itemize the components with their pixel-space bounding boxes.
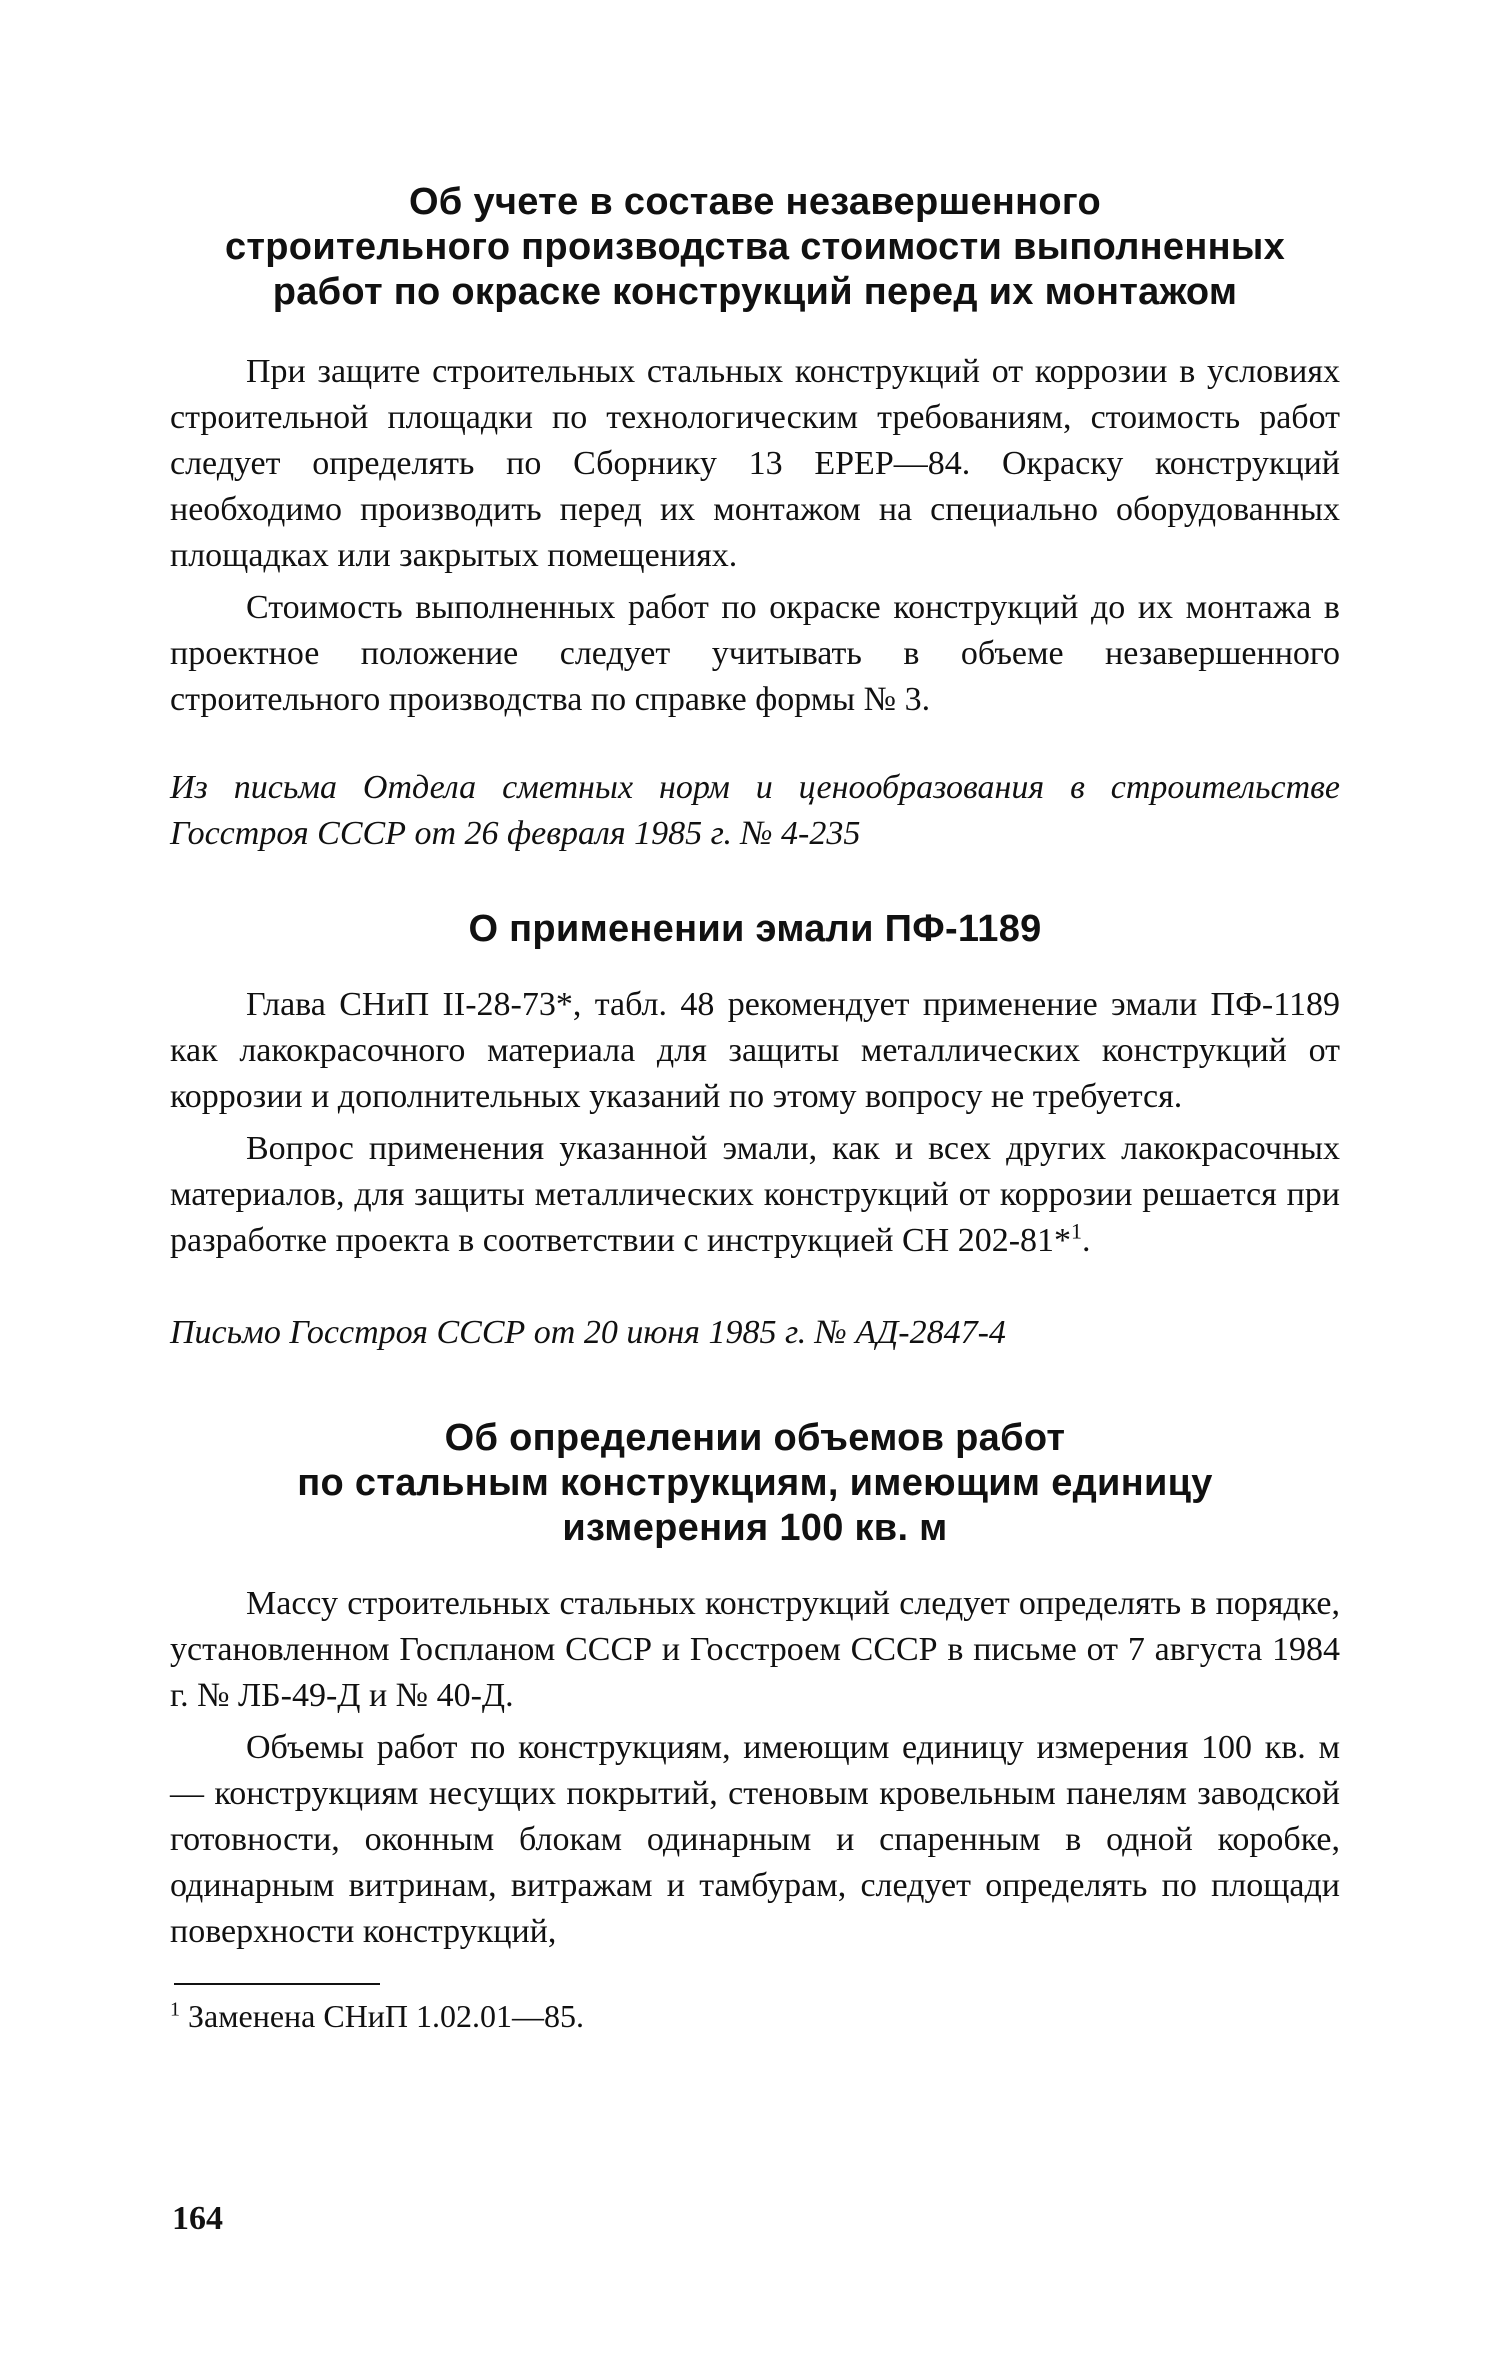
paragraph: Глава СНиП II-28-73*, табл. 48 рекомендует применение эмали ПФ-1189 как лакокрасочного материала для защиты металлических конструкций от коррозии и дополнительных указаний по этому вопросу не требуется. xyxy=(170,986,1340,1115)
section-1-body xyxy=(170,349,1340,723)
paragraph: При защите строительных стальных конструкций от коррозии в условиях строительной площадки по технологическим требованиям, стоимость работ следует определять по Сборнику 13 ЕРЕР—84. Окраску конструкций необходимо производить перед их монтажом на специально оборудованных площадках или закрытых помещениях. xyxy=(170,353,1340,574)
section-2-title xyxy=(210,907,1300,952)
paragraph: Стоимость выполненных работ по окраске конструкций до их монтажа в проектное положение следует учитывать в объеме незавершенного строительного производства по справке формы № 3. xyxy=(170,589,1340,718)
section-2-source: Письмо Госстроя СССР от 20 июня 1985 г. № АД-2847-4 xyxy=(170,1314,1006,1351)
footnote-text: Заменена СНиП 1.02.01—85. xyxy=(188,1998,585,2034)
paragraph-end: . xyxy=(1082,1222,1091,1259)
title-line: измерения 100 кв. м xyxy=(562,1507,948,1549)
footnote xyxy=(170,1995,1340,2037)
paragraph-text: Вопрос применения указанной эмали, как и всех других лакокрасочных материалов, для защиты металлических конструкций от коррозии решается при разработке проекта в соответствии с инструкцией СН 202-81* xyxy=(170,1130,1340,1259)
title-line: строительного производства стоимости выполненных xyxy=(224,226,1286,268)
footnote-marker: 1 xyxy=(170,1998,180,2021)
section-3-title xyxy=(210,1416,1300,1551)
section-2-body xyxy=(170,982,1340,1264)
section-3-body xyxy=(170,1581,1340,1955)
page-number: 164 xyxy=(172,2200,223,2237)
footnote-divider xyxy=(174,1983,380,1985)
paragraph xyxy=(170,1126,1340,1264)
section-1-source: Из письма Отдела сметных норм и ценообразования в строительстве Госстроя СССР от 26 февраля 1985 г. № 4-235 xyxy=(170,769,1340,852)
title-line: работ по окраске конструкций перед их монтажом xyxy=(272,271,1238,313)
title-line: О применении эмали ПФ-1189 xyxy=(468,908,1042,950)
title-line: по стальным конструкциям, имеющим единицу xyxy=(297,1462,1213,1504)
document-page xyxy=(170,180,1340,2037)
section-1-title xyxy=(210,180,1300,315)
title-line: Об учете в составе незавершенного xyxy=(408,181,1102,223)
paragraph: Объемы работ по конструкциям, имеющим единицу измерения 100 кв. м — конструкциям несущих покрытий, стеновым кровельным панелям заводской готовности, оконным блокам одинарным и спаренным в одной коробке, одинарным витринам, витражам и тамбурам, следует определять по площади поверхности конструкций, xyxy=(170,1729,1340,1950)
title-line: Об определении объемов работ xyxy=(444,1417,1066,1459)
paragraph: Массу строительных стальных конструкций следует определять в порядке, установленном Госпланом СССР и Госстроем СССР в письме от 7 августа 1984 г. № ЛБ-49-Д и № 40-Д. xyxy=(170,1585,1340,1714)
footnote-reference: 1 xyxy=(1071,1218,1083,1244)
